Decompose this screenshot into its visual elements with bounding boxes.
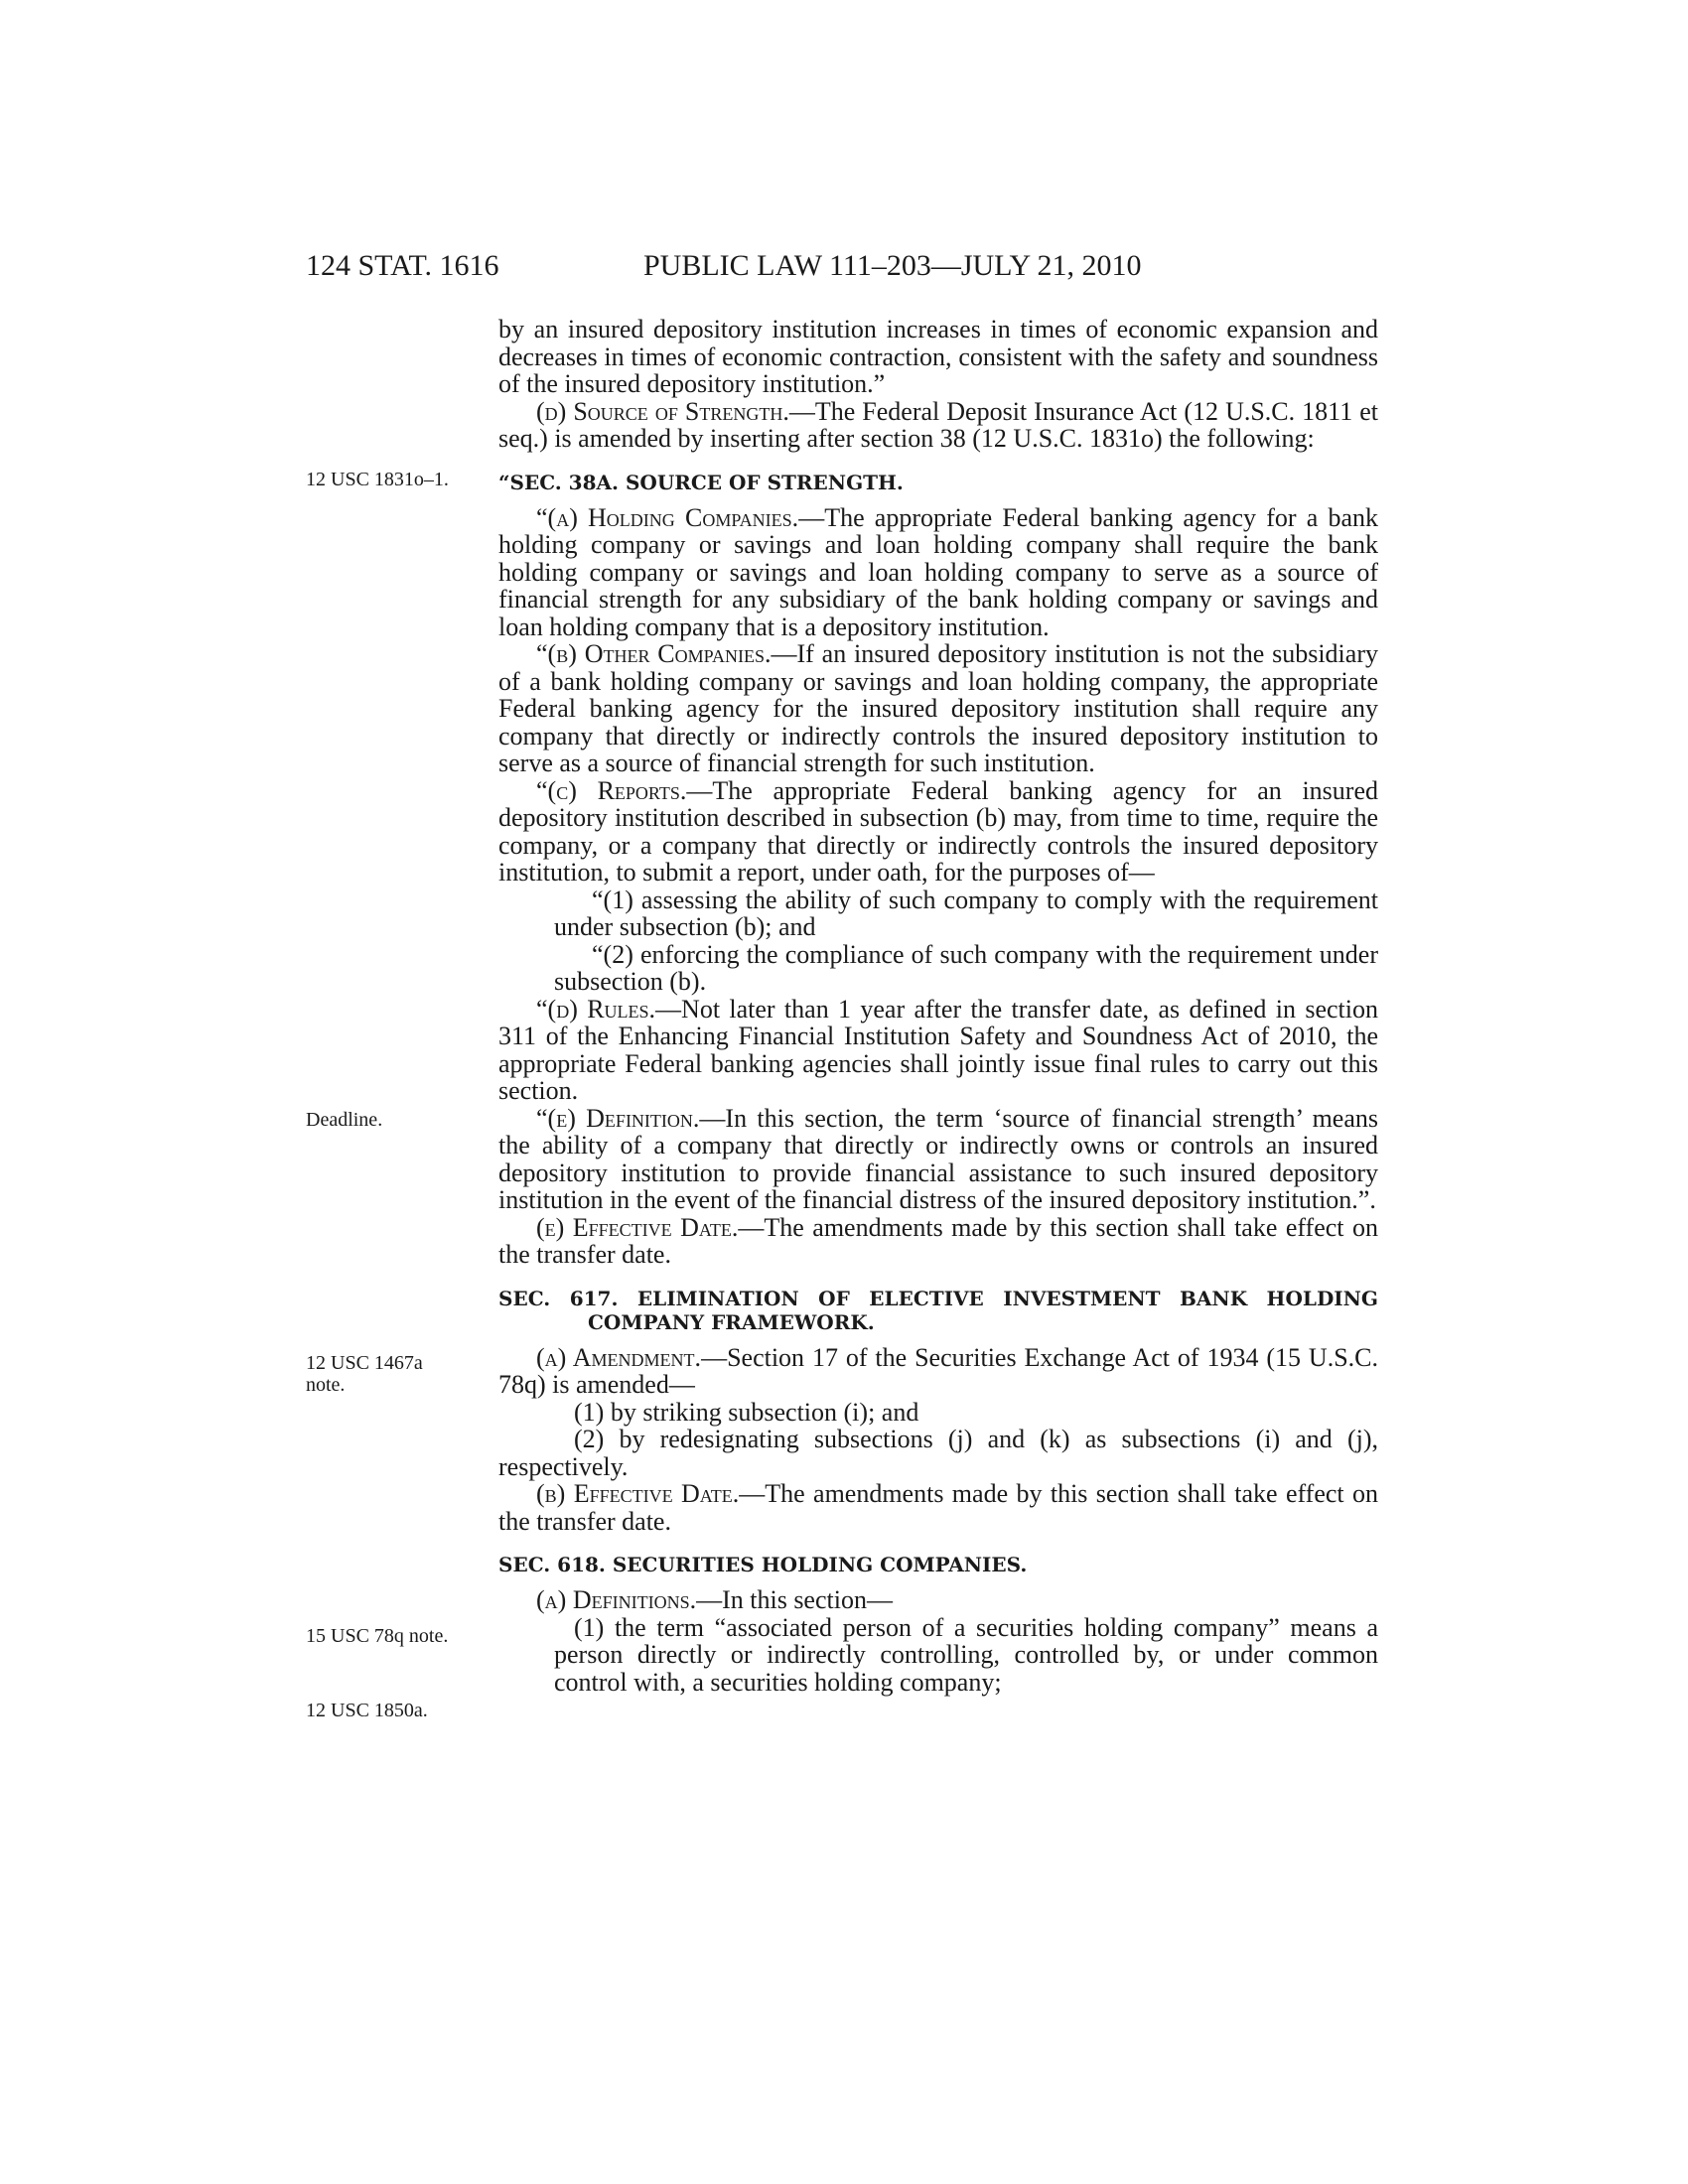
subsection-b-effective-date xyxy=(498,1480,1378,1535)
subsection-heading: “(e) Definition. xyxy=(536,1103,700,1133)
subsection-text: —The appropriate Federal banking agency for an insured depository institution described in subsection (b) may, from time to time, require the company, or a company that directly or indirectly controls the insured depository institution, to submit a report, under oath, for the purposes of— xyxy=(498,775,1378,887)
margin-note-line: 12 USC 1467a xyxy=(306,1352,423,1374)
paragraph-c2: “(2) enforcing the compliance of such company with the requirement under subsection (b). xyxy=(554,939,1378,996)
subsection-heading: “(d) Rules. xyxy=(536,994,656,1024)
margin-note-12-usc-1467a xyxy=(306,1352,480,1396)
section-617-heading xyxy=(498,1287,1378,1334)
paragraph-def-1: (1) the term “associated person of a securities holding company” means a person directly or indirectly controlling, controlled by, or under common control with, a securities holding company; xyxy=(554,1612,1378,1697)
subsection-text: —If an insured depository institution is not the subsidiary of a bank holding company or savings and loan holding company, the appropriate Federal banking agency for the insured depository institution shall require any company that directly or indirectly controls the insured depository institution to serve as a source of financial strength for such institution. xyxy=(498,639,1378,777)
subsection-a-holding-companies xyxy=(498,504,1378,641)
paragraph-amend-2: (2) by redesignating subsections (j) and (k) as subsections (i) and (j), respectively. xyxy=(498,1425,1378,1481)
subsection-a-definitions xyxy=(498,1586,1378,1614)
subsection-heading: (a) Amendment. xyxy=(536,1342,702,1372)
subsection-heading: (a) Definitions. xyxy=(536,1585,697,1614)
margin-note-12-usc-1850a: 12 USC 1850a. xyxy=(306,1700,428,1721)
public-law-title: PUBLIC LAW 111–203—JULY 21, 2010 xyxy=(643,249,1142,282)
stat-reference: 124 STAT. 1616 xyxy=(306,249,499,282)
subsection-d-source-of-strength xyxy=(498,398,1378,453)
subsection-c-reports xyxy=(498,777,1378,887)
subsection-text: —In this section, the term ‘source of financial strength’ means the ability of a company that directly or indirectly owns or controls an insured depository institution to provide financial assistance to such insured depository institution in the event of the financial distress of the insured depository institution.”. xyxy=(498,1103,1378,1214)
margin-note-12-usc-1831o-1: 12 USC 1831o–1. xyxy=(306,469,449,490)
margin-note-15-usc-78q: 15 USC 78q note. xyxy=(306,1625,449,1647)
margin-note-line: note. xyxy=(306,1374,346,1396)
subsection-heading: “(a) Holding Companies. xyxy=(536,502,799,532)
paragraph-amend-1: (1) by striking subsection (i); and xyxy=(574,1397,919,1427)
subsection-heading: (e) Effective Date. xyxy=(536,1212,739,1242)
subsection-text: —The amendments made by this section shall take effect on the transfer date. xyxy=(498,1479,1379,1536)
subsection-text: —The amendments made by this section shall take effect on the transfer date. xyxy=(498,1212,1378,1269)
subsection-text: —Section 17 of the Securities Exchange Act of 1934 (15 U.S.C. 78q) is amended— xyxy=(498,1342,1378,1399)
statute-text xyxy=(498,316,1378,1696)
subsection-b-other-companies xyxy=(498,640,1378,777)
paragraph-intro: by an insured depository institution increases in times of economic expansion and decreases in times of economic contraction, consistent with the safety and soundness of the insured depository institution.” xyxy=(498,315,1378,398)
section-heading-line: SEC. 617. ELIMINATION OF ELECTIVE INVESTMENT BANK HOLDING xyxy=(498,1286,1378,1310)
subsection-a-amendment xyxy=(498,1344,1378,1399)
subsection-text: —In this section— xyxy=(696,1585,893,1614)
paragraph-c1: “(1) assessing the ability of such company to comply with the requirement under subsection (b); and xyxy=(554,885,1378,941)
page-header xyxy=(306,246,1378,286)
section-38a-heading: “SEC. 38A. SOURCE OF STRENGTH. xyxy=(498,470,904,494)
subsection-heading: (d) Source of Strength. xyxy=(536,396,789,426)
section-618-heading: SEC. 618. SECURITIES HOLDING COMPANIES. xyxy=(498,1553,1028,1576)
margin-note-deadline: Deadline. xyxy=(306,1109,383,1131)
subsection-e-effective-date xyxy=(498,1214,1378,1269)
subsection-text: —Not later than 1 year after the transfer date, as defined in section 311 of the Enhancing Financial Institution Safety and Soundness Act of 2010, the appropriate Federal banking agencies shall jointly issue final rules to carry out this section. xyxy=(498,994,1378,1105)
subsection-d-rules xyxy=(498,996,1378,1105)
subsection-heading: “(c) Reports. xyxy=(536,775,687,805)
subsection-text: —The appropriate Federal banking agency for a bank holding company or savings and loan holding company shall require the bank holding company or savings and loan holding company to serve as a source of financial strength for any subsidiary of the bank holding company or savings and loan holding company that is a depository institution. xyxy=(498,502,1378,641)
subsection-heading: “(b) Other Companies. xyxy=(536,639,772,668)
subsection-text: —The Federal Deposit Insurance Act (12 U.S.C. 1811 et seq.) is amended by inserting after section 38 (12 U.S.C. 1831o) the following: xyxy=(498,396,1378,453)
subsection-e-definition xyxy=(498,1105,1378,1214)
subsection-heading: (b) Effective Date. xyxy=(536,1479,740,1508)
section-heading-line: COMPANY FRAMEWORK. xyxy=(588,1309,875,1334)
